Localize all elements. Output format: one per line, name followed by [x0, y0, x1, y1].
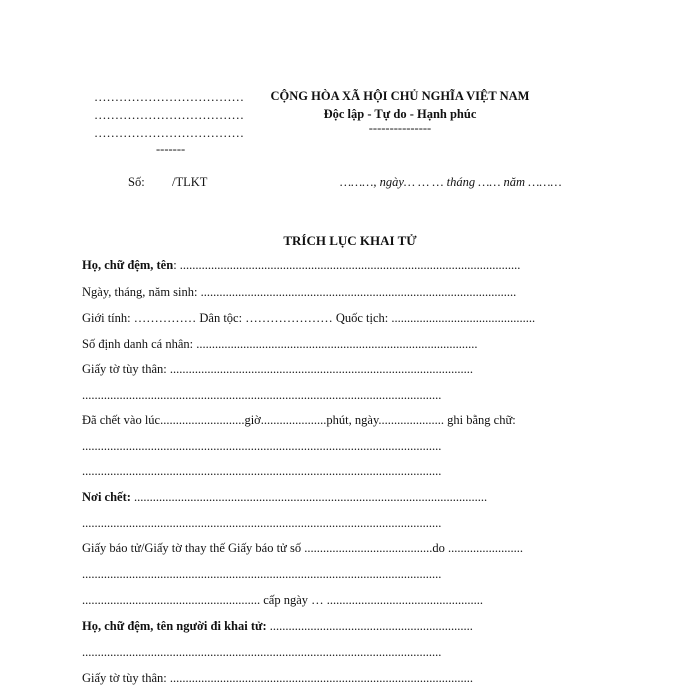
gender-ethnicity-nationality-row: Giới tính: …………… Dân tộc: ………………… Quốc tịch: ..............................................: [82, 311, 536, 325]
id-document-row: Giấy tờ tùy thân: .................................................................................................: [82, 362, 473, 376]
deceased-name-fill: : .............................................................................................................: [173, 258, 521, 272]
death-certificate-row: Giấy báo tử/Giấy tờ thay thế Giấy báo tử số .........................................do ........................: [82, 541, 523, 555]
place-of-death-fill: .................................................................................................................: [130, 490, 488, 504]
personal-id-row: Số định danh cá nhân: ..........................................................................................: [82, 337, 478, 351]
deceased-name-row: [82, 258, 520, 273]
issuer-line-3: ………………………………: [94, 126, 244, 140]
place-of-death-cont-row: ...................................................................................................................: [82, 516, 442, 530]
declarant-id-document-row: Giấy tờ tùy thân: .................................................................................................: [82, 671, 473, 685]
deceased-name-label: Họ, chữ đệm, tên: [82, 258, 174, 272]
declarant-name-label: Họ, chữ đệm, tên người đi khai tử:: [82, 619, 267, 633]
issuer-line-1: ………………………………: [94, 90, 244, 104]
death-time-cont-row-2: ...................................................................................................................: [82, 464, 442, 478]
issue-date-row: ......................................................... cấp ngày … ..................................................: [82, 593, 484, 607]
death-time-row: Đã chết vào lúc...........................giờ.....................phút, ngày..................... ghi bằng chữ:: [82, 413, 516, 427]
document-title: TRÍCH LỤC KHAI TỬ: [283, 233, 417, 248]
id-document-cont-row: ...................................................................................................................: [82, 388, 442, 402]
death-certificate-cont-row: ...................................................................................................................: [82, 567, 442, 581]
date-line: ………, ngày… … … tháng …… năm ………: [340, 175, 562, 189]
place-of-death-label: Nơi chết:: [82, 490, 131, 504]
declarant-cont-row: ...................................................................................................................: [82, 645, 442, 659]
declarant-name-fill: .................................................................: [266, 619, 473, 633]
country-name: CỘNG HÒA XÃ HỘI CHỦ NGHĨA VIỆT NAM: [270, 89, 530, 103]
declarant-name-row: [82, 619, 473, 634]
death-time-cont-row-1: ...................................................................................................................: [82, 439, 442, 453]
dob-row: Ngày, tháng, năm sinh: .....................................................................................................: [82, 285, 517, 299]
place-of-death-row: [82, 490, 487, 505]
motto-rule: ---------------: [368, 121, 432, 135]
motto: Độc lập - Tự do - Hạnh phúc: [323, 107, 477, 121]
number-suffix: /TLKT: [172, 175, 208, 189]
number-label: Số:: [128, 175, 145, 189]
issuer-rule: -------: [156, 142, 186, 156]
issuer-line-2: ………………………………: [94, 108, 244, 122]
